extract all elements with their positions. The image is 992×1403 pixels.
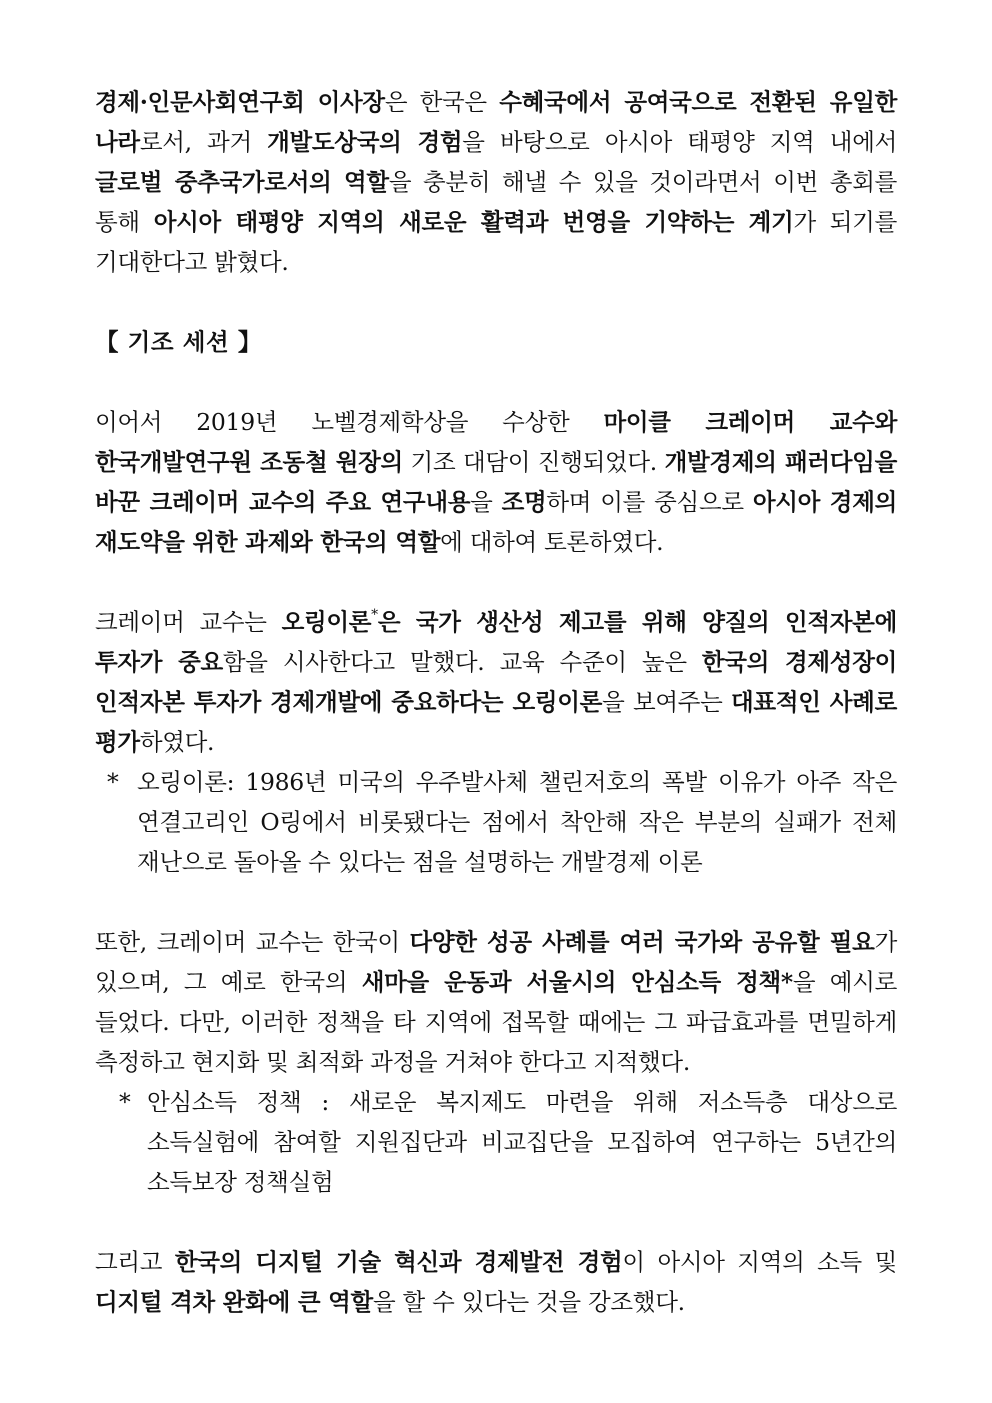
footnote-asterisk: * <box>107 768 119 796</box>
body-text: 기조 대담이 진행되었다. <box>402 448 665 476</box>
bold-text: 아시아 태평양 지역의 새로운 활력과 번영을 기약하는 계기 <box>153 208 794 236</box>
bold-text: 다양한 성공 사례를 여러 국가와 공유할 필요 <box>409 928 875 956</box>
bold-text: 개발도상국의 경험 <box>267 128 463 156</box>
bold-text: 새마을 운동과 서울시의 안심소득 정책* <box>361 968 793 996</box>
body-text: 을 충분히 해낼 수 있을 것이라면서 이번 총회를 통해 <box>95 168 897 236</box>
body-text: 은 한국은 <box>384 88 500 116</box>
bold-text: 조명 <box>501 488 547 516</box>
body-text: 을 <box>470 488 502 516</box>
bold-text: 글로벌 중추국가로서의 역할 <box>95 168 389 196</box>
body-text: 하였다. <box>139 728 215 756</box>
bold-text: 디지털 격차 완화에 큰 역할 <box>95 1288 373 1316</box>
bold-text: 수혜국에서 공여국으로 전환된 유일한 나라 <box>95 88 897 156</box>
body-text: 이 아시아 지역의 소득 및 <box>622 1248 897 1276</box>
footnote-marker: * <box>371 607 378 624</box>
spacer <box>95 362 897 402</box>
section-heading: 【 기조 세션 】 <box>95 328 262 356</box>
body-text: 크레이머 교수는 <box>95 608 282 636</box>
bold-text: 마이클 크레이머 교수와 한국개발연구원 조동철 원장의 <box>95 408 897 476</box>
footnote-text: 안심소득 정책 : 새로운 복지제도 마련을 위해 저소득층 대상으로 소득실험에 참여할 지원집단과 비교집단을 모집하여 연구하는 5년간의 소득보장 정책실험 <box>147 1088 897 1196</box>
body-text: 을 예시로 들었다. 다만, 이러한 정책을 타 지역에 접목할 때에는 그 파급효과를 면밀하게 측정하고 현지화 및 최적화 과정을 거쳐야 한다고 지적했다. <box>95 968 897 1076</box>
body-text: 을 바탕으로 아시아 태평양 지역 내에서 <box>462 128 897 156</box>
body-text: 을 보여주는 <box>602 688 732 716</box>
paragraph-digital-innovation <box>95 1242 897 1322</box>
spacer <box>95 562 897 602</box>
body-text: 이어서 2019년 노벨경제학상을 수상한 <box>95 408 604 436</box>
paragraph-chairman-remarks <box>95 82 897 282</box>
spacer <box>95 1202 897 1242</box>
body-text: 또한, 크레이머 교수는 한국이 <box>95 928 410 956</box>
body-text: 하며 이를 중심으로 <box>546 488 753 516</box>
document-page <box>95 82 897 1322</box>
bold-text: 개발경제의 패러다임을 바꾼 크레이머 교수의 주요 연구내용 <box>95 448 897 516</box>
footnote-o-ring <box>95 762 897 882</box>
body-text: 그리고 <box>95 1248 175 1276</box>
paragraph-o-ring-theory <box>95 602 897 762</box>
bold-text: 오링이론 <box>281 608 372 636</box>
paragraph-policy-sharing <box>95 922 897 1082</box>
footnote-text: 오링이론: 1986년 미국의 우주발사체 챌린저호의 폭발 이유가 아주 작은 연결고리인 O링에서 비롯됐다는 점에서 착안해 작은 부분의 실패가 전체 재난으로 돌아올 수 있다는 점을 설명하는 개발경제 이론 <box>137 768 897 876</box>
bold-text: 한국의 경제성장이 인적자본 투자가 경제개발에 중요하다는 오링이론 <box>95 648 897 716</box>
bold-text: 대표적인 사례로 평가 <box>95 688 897 756</box>
bold-text: 아시아 경제의 재도약을 위한 과제와 한국의 역할 <box>95 488 897 556</box>
bold-text: 경제·인문사회연구회 이사장 <box>95 88 385 116</box>
spacer <box>95 282 897 322</box>
body-text: 로서, 과거 <box>139 128 268 156</box>
body-text: 을 할 수 있다는 것을 강조했다. <box>372 1288 685 1316</box>
footnote-asterisk: * <box>119 1088 131 1116</box>
body-text: 함을 시사한다고 말했다. 교육 수준이 높은 <box>222 648 702 676</box>
body-text: 에 대하여 토론하였다. <box>440 528 664 556</box>
bold-text: 한국의 디지털 기술 혁신과 경제발전 경험 <box>174 1248 623 1276</box>
spacer <box>95 882 897 922</box>
body-text: 가 되기를 기대한다고 밝혔다. <box>95 208 897 276</box>
body-text: 가 있으며, 그 예로 한국의 <box>95 928 897 996</box>
paragraph-keynote-session <box>95 402 897 562</box>
footnote-safe-income <box>95 1082 897 1202</box>
bold-text: 은 국가 생산성 제고를 위해 양질의 인적자본에 투자가 중요 <box>95 608 897 676</box>
